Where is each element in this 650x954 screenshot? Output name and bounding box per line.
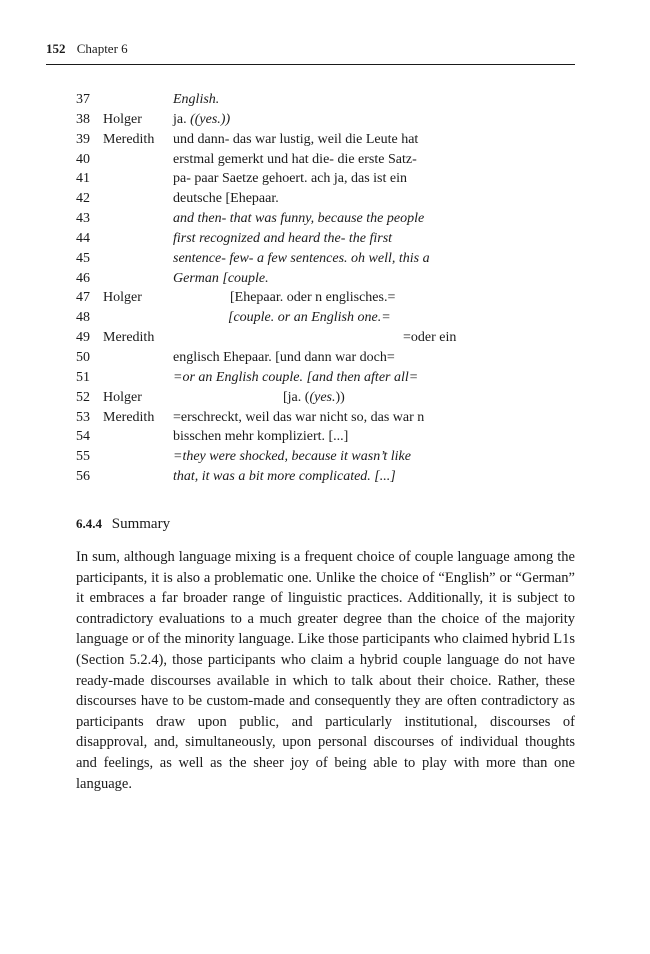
page-number: 152 bbox=[46, 41, 66, 56]
original-segment: [ja. ( bbox=[283, 389, 310, 405]
original-segment: ja. bbox=[173, 111, 191, 127]
original-segment: englisch Ehepaar. [und dann war doch= bbox=[173, 349, 395, 365]
utterance-text bbox=[173, 368, 418, 388]
utterance-text bbox=[403, 328, 456, 348]
transcript-line bbox=[76, 288, 496, 308]
transcript bbox=[76, 90, 496, 487]
line-number: 47 bbox=[76, 290, 90, 306]
utterance-text bbox=[173, 447, 411, 467]
speaker-name: Meredith bbox=[103, 330, 155, 346]
speaker-name: Meredith bbox=[103, 131, 155, 147]
utterance-text bbox=[173, 130, 418, 150]
utterance-text bbox=[173, 169, 407, 189]
transcript-line bbox=[76, 249, 496, 269]
utterance-text bbox=[173, 348, 395, 368]
original-segment: =erschreckt, weil das war nicht so, das war n bbox=[173, 409, 425, 425]
original-segment: [Ehepaar. oder n englisches.= bbox=[230, 290, 396, 306]
utterance-text bbox=[173, 110, 230, 130]
header-rule bbox=[46, 64, 575, 65]
transcript-line bbox=[76, 229, 496, 249]
summary-paragraph: In sum, although language mixing is a frequent choice of couple language among the participants, it is also a problematic one. Unlike the choice of “English” or “German” it embraces a far broader range of linguistic practices. Additionally, it is subject to contradictory evaluations to a much greater degree than the choice of the majority language or of the minority language. Like those participants who claimed hybrid L1s (Section 5.2.4), those participants who claim a hybrid couple language do not have ready-made discourses available in which to talk about their choice. Rather, these discourses have to be custom-made and consequently they are often contradictory as participants draw upon public, and particularly institutional, discourses of disapproval, and, simultaneously, upon personal discourses of individual thoughts and feelings, as well as the sheer joy of being able to play with more than one language. bbox=[76, 549, 575, 792]
chapter-label: Chapter 6 bbox=[76, 41, 128, 56]
translation-segment: [couple. or an English one.= bbox=[228, 310, 391, 326]
utterance-text bbox=[283, 388, 345, 408]
section-heading bbox=[76, 514, 170, 534]
utterance-text bbox=[173, 467, 396, 487]
transcript-line bbox=[76, 467, 496, 487]
line-number: 44 bbox=[76, 230, 90, 246]
original-segment: deutsche [Ehepaar. bbox=[173, 191, 279, 207]
translation-segment: English. bbox=[173, 92, 220, 107]
transcript-line bbox=[76, 189, 496, 209]
line-number: 51 bbox=[76, 369, 90, 385]
running-head bbox=[46, 40, 575, 58]
utterance-text bbox=[173, 229, 392, 249]
line-number: 39 bbox=[76, 131, 90, 147]
original-segment: bisschen mehr kompliziert. [...] bbox=[173, 429, 349, 445]
original-segment: )) bbox=[335, 389, 345, 405]
section-number: 6.4.4 bbox=[76, 516, 102, 531]
line-number: 55 bbox=[76, 449, 90, 465]
line-number: 48 bbox=[76, 310, 90, 326]
speaker-name: Meredith bbox=[103, 409, 155, 425]
line-number: 54 bbox=[76, 429, 90, 445]
transcript-line bbox=[76, 328, 496, 348]
transcript-line bbox=[76, 348, 496, 368]
utterance-text bbox=[173, 150, 417, 170]
utterance-text bbox=[173, 408, 424, 428]
original-segment: pa- paar Saetze gehoert. ach ja, das ist ein bbox=[173, 171, 408, 187]
line-number: 43 bbox=[76, 211, 90, 227]
transcript-line bbox=[76, 150, 496, 170]
translation-segment: first recognized and heard the- the first bbox=[173, 230, 393, 246]
utterance-text bbox=[173, 427, 348, 447]
utterance-text bbox=[173, 249, 430, 269]
original-segment: erstmal gemerkt und hat die- die erste Satz- bbox=[173, 151, 417, 167]
transcript-line bbox=[76, 269, 496, 289]
line-number: 41 bbox=[76, 171, 90, 187]
utterance-text bbox=[173, 269, 269, 289]
line-number: 37 bbox=[76, 92, 90, 107]
utterance-text bbox=[228, 308, 391, 328]
translation-segment: (yes. bbox=[309, 389, 336, 405]
original-segment: und dann- das war lustig, weil die Leute hat bbox=[173, 131, 419, 147]
line-number: 42 bbox=[76, 191, 90, 207]
transcript-line bbox=[76, 388, 496, 408]
speaker-name: Holger bbox=[103, 389, 142, 405]
line-number: 45 bbox=[76, 250, 90, 266]
original-segment: =oder ein bbox=[403, 330, 457, 346]
section-title: Summary bbox=[111, 516, 171, 532]
utterance-text bbox=[173, 90, 219, 110]
transcript-line bbox=[76, 110, 496, 130]
speaker-name: Holger bbox=[103, 290, 142, 306]
utterance-text bbox=[230, 288, 395, 308]
speaker-name: Holger bbox=[103, 111, 142, 127]
transcript-line bbox=[76, 169, 496, 189]
utterance-text bbox=[173, 189, 279, 209]
utterance-text bbox=[173, 209, 424, 229]
transcript-line bbox=[76, 209, 496, 229]
translation-segment: ((yes.)) bbox=[190, 111, 231, 127]
line-number: 40 bbox=[76, 151, 90, 167]
translation-segment: and then- that was funny, because the people bbox=[173, 211, 425, 227]
transcript-line bbox=[76, 90, 496, 110]
transcript-line bbox=[76, 447, 496, 467]
translation-segment: =or an English couple. [and then after all= bbox=[173, 369, 419, 385]
transcript-line bbox=[76, 408, 496, 428]
line-number: 56 bbox=[76, 469, 90, 485]
line-number: 49 bbox=[76, 330, 90, 346]
line-number: 50 bbox=[76, 349, 90, 365]
translation-segment: that, it was a bit more complicated. [...] bbox=[173, 469, 396, 485]
translation-segment: =they were shocked, because it wasn’t like bbox=[173, 449, 411, 465]
line-number: 46 bbox=[76, 270, 90, 286]
line-number: 38 bbox=[76, 111, 90, 127]
transcript-line bbox=[76, 308, 496, 328]
line-number: 52 bbox=[76, 389, 90, 405]
transcript-line bbox=[76, 130, 496, 150]
transcript-line bbox=[76, 368, 496, 388]
translation-segment: sentence- few- a few sentences. oh well, this a bbox=[173, 250, 430, 266]
line-number: 53 bbox=[76, 409, 90, 425]
translation-segment: German [couple. bbox=[173, 270, 269, 286]
transcript-line bbox=[76, 427, 496, 447]
